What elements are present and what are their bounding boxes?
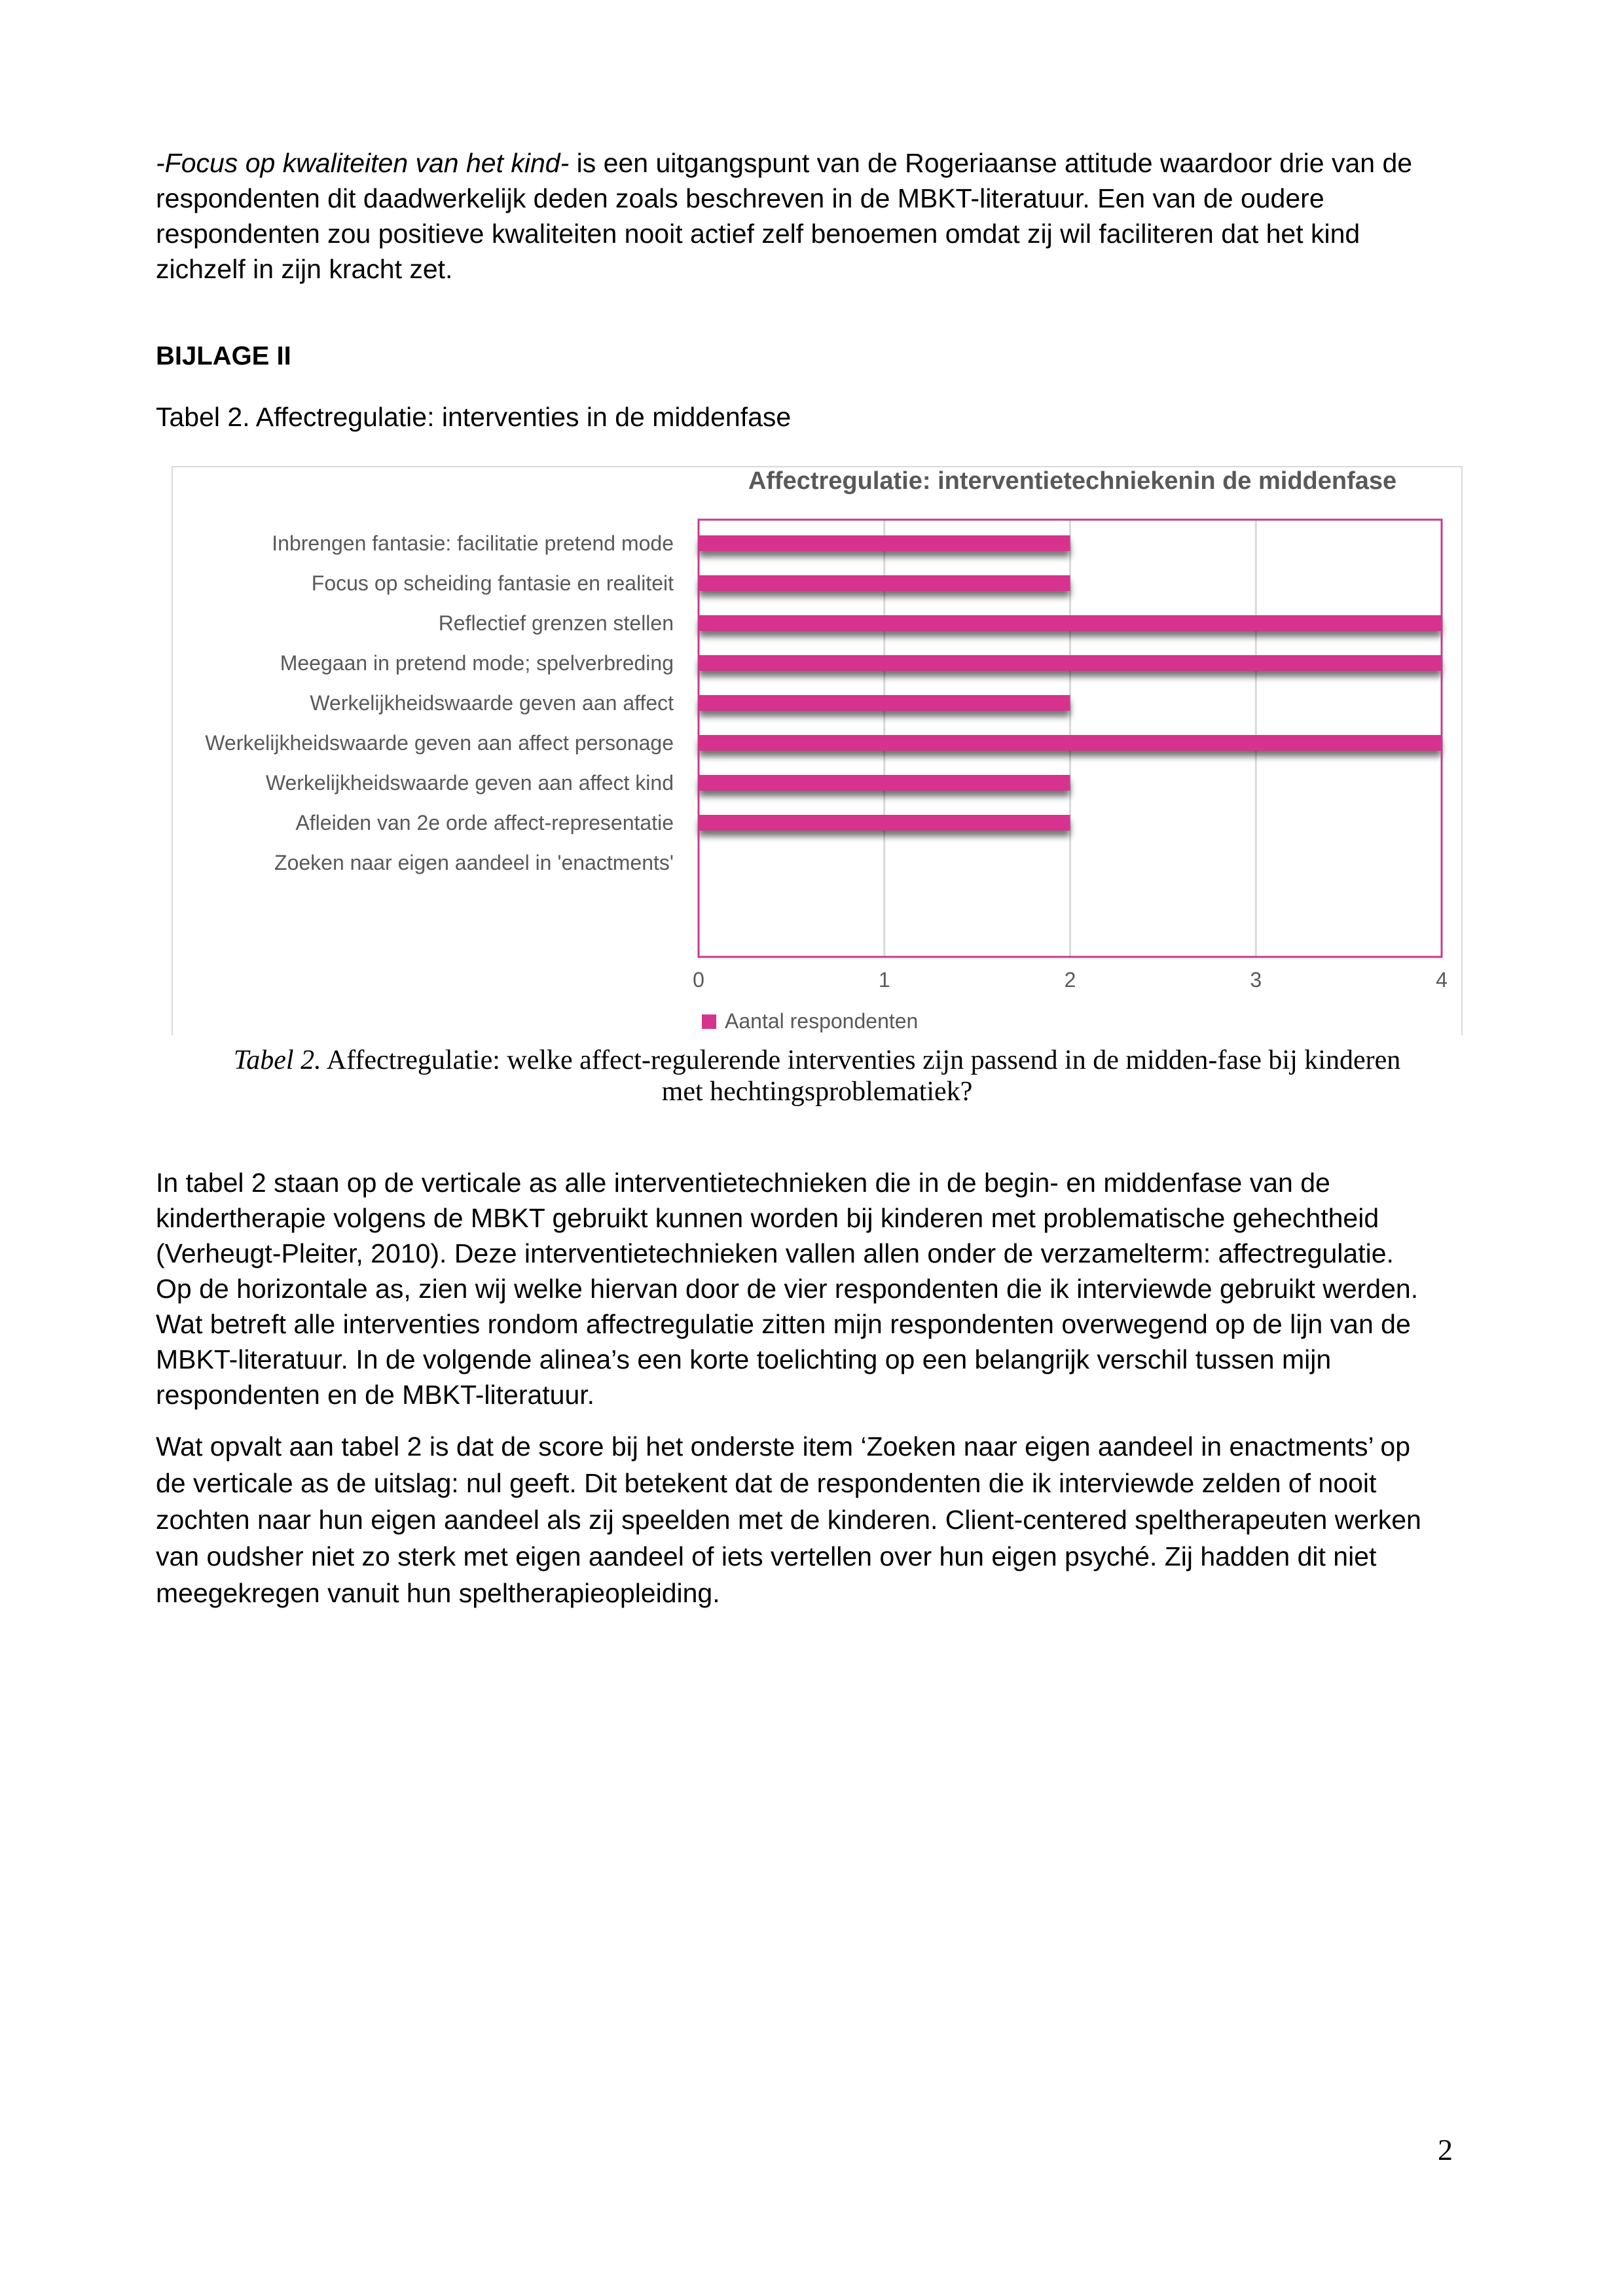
category-label: Inbrengen fantasie: facilitatie pretend mode (272, 531, 674, 555)
intro-line-3: respondenten zou positieve kwaliteiten nooit actief zelf benoemen omdat zij wil faciliteren dat het kind (156, 219, 1360, 249)
body2-line-2: de verticale as de uitslag: nul geeft. Dit betekent dat de respondenten die ik interviewde zelden of nooit (156, 1468, 1377, 1498)
intro-line-1 (156, 145, 1472, 181)
category-label: Zoeken naar eigen aandeel in 'enactments' (274, 851, 674, 874)
caption-text: Affectregulatie: welke affect-regulerende interventies zijn passend in de midden-fase bij kinderen (321, 1045, 1401, 1075)
category-labels (205, 531, 674, 874)
body1-line-4: Op de horizontale as, zien wij welke hiervan door de vier respondenten die ik interviewde gebruikt werden. (156, 1274, 1419, 1304)
body2-line-1: Wat opvalt aan tabel 2 is dat de score bij het onderste item ‘Zoeken naar eigen aandeel in enactments’ op (156, 1431, 1411, 1462)
caption-label: Tabel 2. (233, 1045, 321, 1075)
body1-line-5: Wat betreft alle interventies rondom affectregulatie zitten mijn respondenten overwegend op de lijn van de (156, 1309, 1411, 1339)
intro-emphasis: -Focus op kwaliteiten van het kind- (156, 148, 570, 178)
bar (699, 655, 1442, 671)
body1-line-1: In tabel 2 staan op de verticale as alle interventietechnieken die in de begin- en middenfase van de (156, 1168, 1330, 1198)
caption-line-1 (172, 1045, 1463, 1076)
category-label: Afleiden van 2e orde affect-representatie (295, 811, 674, 834)
category-label: Werkelijkheidswaarde geven aan affect kind (265, 771, 674, 795)
legend-label: Aantal respondenten (725, 1009, 919, 1033)
x-tick-label: 0 (693, 968, 704, 992)
chart-frame (172, 466, 1463, 1035)
chart-title: Affectregulatie: interventietechniekenin de middenfase (748, 467, 1397, 495)
page-number: 2 (1438, 2133, 1453, 2166)
body1-line-7: respondenten en de MBKT-literatuur. (156, 1380, 595, 1410)
bar (699, 535, 1070, 551)
body1-line-6: MBKT-literatuur. In de volgende alinea’s een korte toelichting op een belangrijk verschil tussen mijn (156, 1344, 1332, 1374)
body2-line-5: meegekregen vanuit hun speltherapieopleiding. (156, 1578, 720, 1608)
body-paragraph-1 (156, 1165, 1472, 1412)
x-tick-label: 2 (1064, 968, 1076, 992)
x-axis-ticks (693, 968, 1448, 992)
figure-caption (172, 1045, 1463, 1107)
bar (699, 695, 1070, 711)
x-tick-label: 1 (878, 968, 890, 992)
table-title: Tabel 2. Affectregulatie: interventies in de middenfase (156, 402, 792, 432)
bar (699, 775, 1070, 791)
x-tick-label: 3 (1250, 968, 1262, 992)
body2-line-3: zochten naar hun eigen aandeel als zij speelden met de kinderen. Client-centered speltherapeuten werken (156, 1505, 1421, 1535)
body-paragraph-2 (156, 1428, 1472, 1611)
body1-line-2: kindertherapie volgens de MBKT gebruikt kunnen worden bij kinderen met problematische gehechtheid (156, 1203, 1379, 1233)
intro-line-2: respondenten dit daadwerkelijk deden zoals beschreven in de MBKT-literatuur. Een van de oudere (156, 183, 1324, 213)
caption-line-2: met hechtingsproblematiek? (661, 1077, 973, 1107)
legend-swatch (702, 1014, 716, 1029)
body2-line-4: van oudsher niet zo sterk met eigen aandeel of iets vertellen over hun eigen psyché. Zij hadden dit niet (156, 1541, 1377, 1571)
category-label: Reflectief grenzen stellen (438, 611, 674, 635)
bar (699, 735, 1442, 751)
bar (699, 615, 1442, 631)
category-label: Werkelijkheidswaarde geven aan affect (310, 691, 674, 715)
x-tick-label: 4 (1436, 968, 1448, 992)
intro-line-1-rest: is een uitgangspunt van de Rogeriaanse attitude waardoor drie van de (569, 148, 1413, 178)
intro-paragraph (156, 145, 1472, 287)
category-label: Focus op scheiding fantasie en realiteit (311, 571, 674, 595)
bar (699, 575, 1070, 591)
bar (699, 815, 1070, 831)
body1-line-3: (Verheugt-Pleiter, 2010). Deze interventietechnieken vallen allen onder de verzamelterm: affectregulatie. (156, 1238, 1394, 1268)
bar-chart (173, 467, 1464, 1037)
category-label: Werkelijkheidswaarde geven aan affect personage (205, 731, 674, 755)
category-label: Meegaan in pretend mode; spelverbreding (280, 651, 674, 675)
section-heading: BIJLAGE II (156, 342, 291, 370)
intro-line-4: zichzelf in zijn kracht zet. (156, 254, 453, 284)
chart-legend (702, 1009, 918, 1033)
